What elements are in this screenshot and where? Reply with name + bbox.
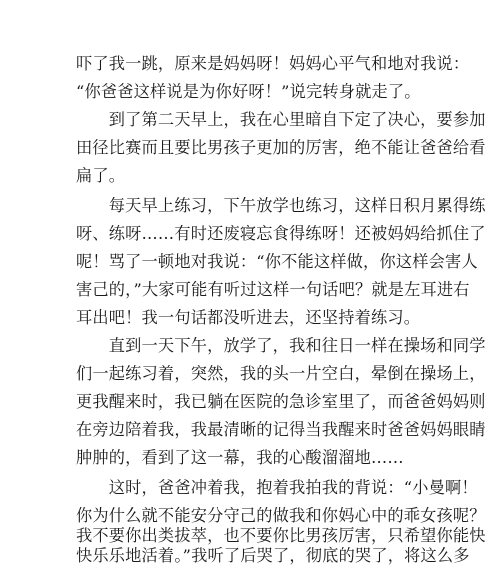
text-line: 我不要你出类拔萃，也不要你比男孩厉害，只希望你能快	[76, 526, 486, 545]
text-line: 吓了我一跳，原来是妈妈呀！妈妈心平气和地对我说：	[76, 54, 470, 73]
text-line: 肿肿的，看到了这一幕，我的心酸溜溜地……	[76, 448, 404, 467]
text-line: 每天早上练习，下午放学也练习，这样日积月累得练	[76, 196, 486, 215]
text-line: 田径比赛而且要比男孩子更加的厉害，绝不能让爸爸给看	[76, 138, 486, 157]
text-line: 你为什么就不能安分守己的做我和你妈心中的乖女孩呢？	[76, 506, 486, 525]
text-line: 呀、练呀……有时还废寝忘食得练呀！还被妈妈给抓住了	[76, 224, 486, 243]
text-line: 害己的，”大家可能有听过这样一句话吧？就是左耳进右	[76, 280, 470, 299]
text-line: “你爸爸这样说是为你好呀！”说完转身就走了。	[76, 82, 421, 101]
text-line: 耳出吧！我一句话都没听进去，还坚持着练习。	[76, 308, 421, 327]
text-line: 快乐乐地活着。”我听了后哭了，彻底的哭了，将这么多	[76, 546, 470, 565]
text-line: 更我醒来时，我已躺在医院的急诊室里了，而爸爸妈妈则	[76, 392, 486, 411]
text-line: 扁了。	[76, 166, 126, 185]
text-line: 到了第二天早上，我在心里暗自下定了决心，要参加	[76, 110, 486, 129]
text-line: 呢！骂了一顿地对我说：“你不能这样做，你这样会害人	[76, 252, 478, 271]
text-line: 们一起练习着，突然，我的头一片空白，晕倒在操场上，	[76, 364, 486, 383]
text-line: 直到一天下午，放学了，我和往日一样在操场和同学	[76, 336, 486, 355]
text-line: 这时，爸爸冲着我，抱着我拍我的背说：“小曼啊！	[76, 478, 478, 497]
text-line: 在旁边陪着我，我最清晰的记得当我醒来时爸爸妈妈眼睛	[76, 420, 486, 439]
